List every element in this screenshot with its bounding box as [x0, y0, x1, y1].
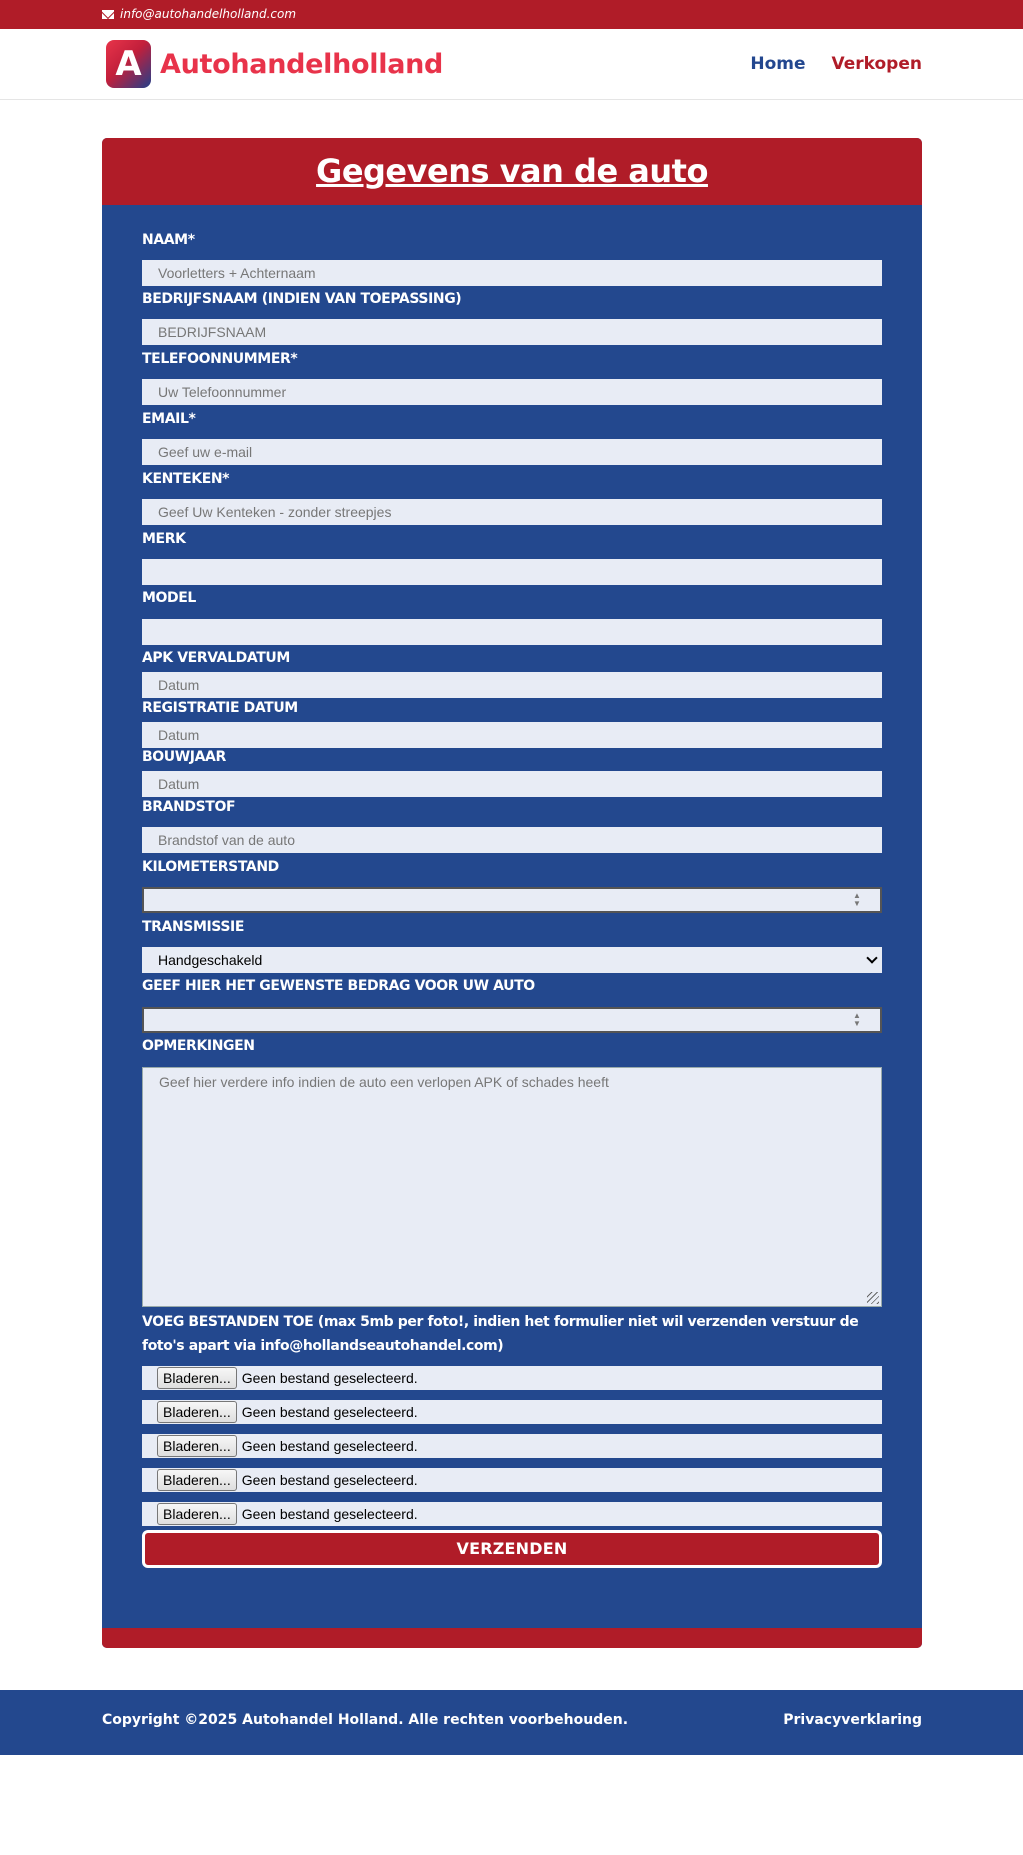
file-status: Geen bestand geselecteerd.: [241, 1404, 418, 1420]
label-opmerkingen: OPMERKINGEN: [142, 1038, 255, 1054]
chevron-down-icon: [866, 952, 877, 963]
top-bar: [0, 0, 1023, 29]
bouwjaar-date-input[interactable]: Datum: [142, 771, 882, 797]
file-input-4[interactable]: [142, 1468, 882, 1492]
logo-letter: A: [115, 44, 142, 84]
verzenden-button[interactable]: VERZENDEN: [142, 1530, 882, 1568]
topbar-email-text[interactable]: info@autohandelholland.com: [120, 7, 297, 21]
browse-button[interactable]: Bladeren...: [157, 1367, 237, 1389]
brandstof-input[interactable]: Brandstof van de auto: [142, 827, 882, 853]
browse-button[interactable]: Bladeren...: [157, 1435, 237, 1457]
form-footer-bar: [102, 1628, 922, 1648]
label-telefoon: TELEFOONNUMMER*: [142, 351, 298, 367]
spinner-arrows-icon[interactable]: ▲ ▼: [853, 891, 861, 908]
form-header: [102, 138, 922, 205]
label-merk: MERK: [142, 531, 186, 547]
file-status: Geen bestand geselecteerd.: [241, 1506, 418, 1522]
apk-date-input[interactable]: Datum: [142, 672, 882, 698]
telefoon-input[interactable]: Uw Telefoonnummer: [142, 379, 882, 405]
browse-button[interactable]: Bladeren...: [157, 1469, 237, 1491]
transmissie-select[interactable]: [142, 947, 882, 973]
opmerkingen-placeholder: Geef hier verdere info indien de auto een verlopen APK of schades heeft: [159, 1074, 609, 1090]
naam-input[interactable]: Voorletters + Achternaam: [142, 260, 882, 286]
copyright-text: Copyright ©2025 Autohandel Holland. Alle rechten voorbehouden.: [102, 1712, 629, 1728]
file-status: Geen bestand geselecteerd.: [241, 1438, 418, 1454]
main-nav: [750, 54, 922, 74]
transmissie-selected-value: Handgeschakeld: [158, 952, 263, 968]
model-input[interactable]: [142, 619, 882, 645]
file-input-1[interactable]: [142, 1366, 882, 1390]
label-email: EMAIL*: [142, 411, 196, 427]
spinner-arrows-icon[interactable]: ▲ ▼: [853, 1011, 861, 1028]
browse-button[interactable]: Bladeren...: [157, 1503, 237, 1525]
car-details-form: [102, 138, 922, 1648]
kenteken-input[interactable]: Geef Uw Kenteken - zonder streepjes: [142, 499, 882, 525]
privacy-link[interactable]: Privacyverklaring: [783, 1712, 922, 1728]
file-input-5[interactable]: [142, 1502, 882, 1526]
browse-button[interactable]: Bladeren...: [157, 1401, 237, 1423]
label-kilometerstand: KILOMETERSTAND: [142, 859, 279, 875]
kilometerstand-number-input[interactable]: [142, 887, 882, 913]
resize-handle-icon[interactable]: [867, 1292, 879, 1304]
site-logo[interactable]: [106, 40, 443, 88]
merk-input[interactable]: [142, 559, 882, 585]
bedrijfsnaam-input[interactable]: BEDRIJFSNAAM: [142, 319, 882, 345]
label-bestanden: VOEG BESTANDEN TOE (max 5mb per foto!, indien het formulier niet wil verzenden verstuur de foto's apart via info@hollandseautohandel.com): [142, 1314, 859, 1354]
mail-icon: [102, 10, 114, 19]
label-transmissie: TRANSMISSIE: [142, 919, 245, 935]
logo-icon: [106, 40, 151, 88]
label-naam: NAAM*: [142, 232, 195, 248]
file-input-2[interactable]: [142, 1400, 882, 1424]
nav-home[interactable]: Home: [750, 54, 806, 74]
logo-text: Autohandelholland: [160, 48, 444, 80]
label-bedrijfsnaam: BEDRIJFSNAAM (INDIEN VAN TOEPASSING): [142, 291, 462, 307]
file-status: Geen bestand geselecteerd.: [241, 1370, 418, 1386]
opmerkingen-textarea[interactable]: [142, 1067, 882, 1307]
label-model: MODEL: [142, 590, 196, 606]
site-header: [0, 29, 1023, 100]
email-input[interactable]: Geef uw e-mail: [142, 439, 882, 465]
file-status: Geen bestand geselecteerd.: [241, 1472, 418, 1488]
site-footer: [0, 1690, 1023, 1755]
bedrag-number-input[interactable]: [142, 1007, 882, 1033]
file-input-3[interactable]: [142, 1434, 882, 1458]
form-title: Gegevens van de auto: [316, 152, 708, 190]
registratie-date-input[interactable]: Datum: [142, 722, 882, 748]
label-bedrag: GEEF HIER HET GEWENSTE BEDRAG VOOR UW AUTO: [142, 978, 535, 994]
label-brandstof: BRANDSTOF: [142, 799, 236, 815]
label-apk: APK VERVALDATUM: [142, 650, 290, 666]
nav-verkopen[interactable]: Verkopen: [831, 54, 922, 74]
label-registratie: REGISTRATIE DATUM: [142, 700, 298, 716]
topbar-email[interactable]: [102, 7, 296, 21]
label-bouwjaar: BOUWJAAR: [142, 749, 226, 765]
label-kenteken: KENTEKEN*: [142, 471, 230, 487]
